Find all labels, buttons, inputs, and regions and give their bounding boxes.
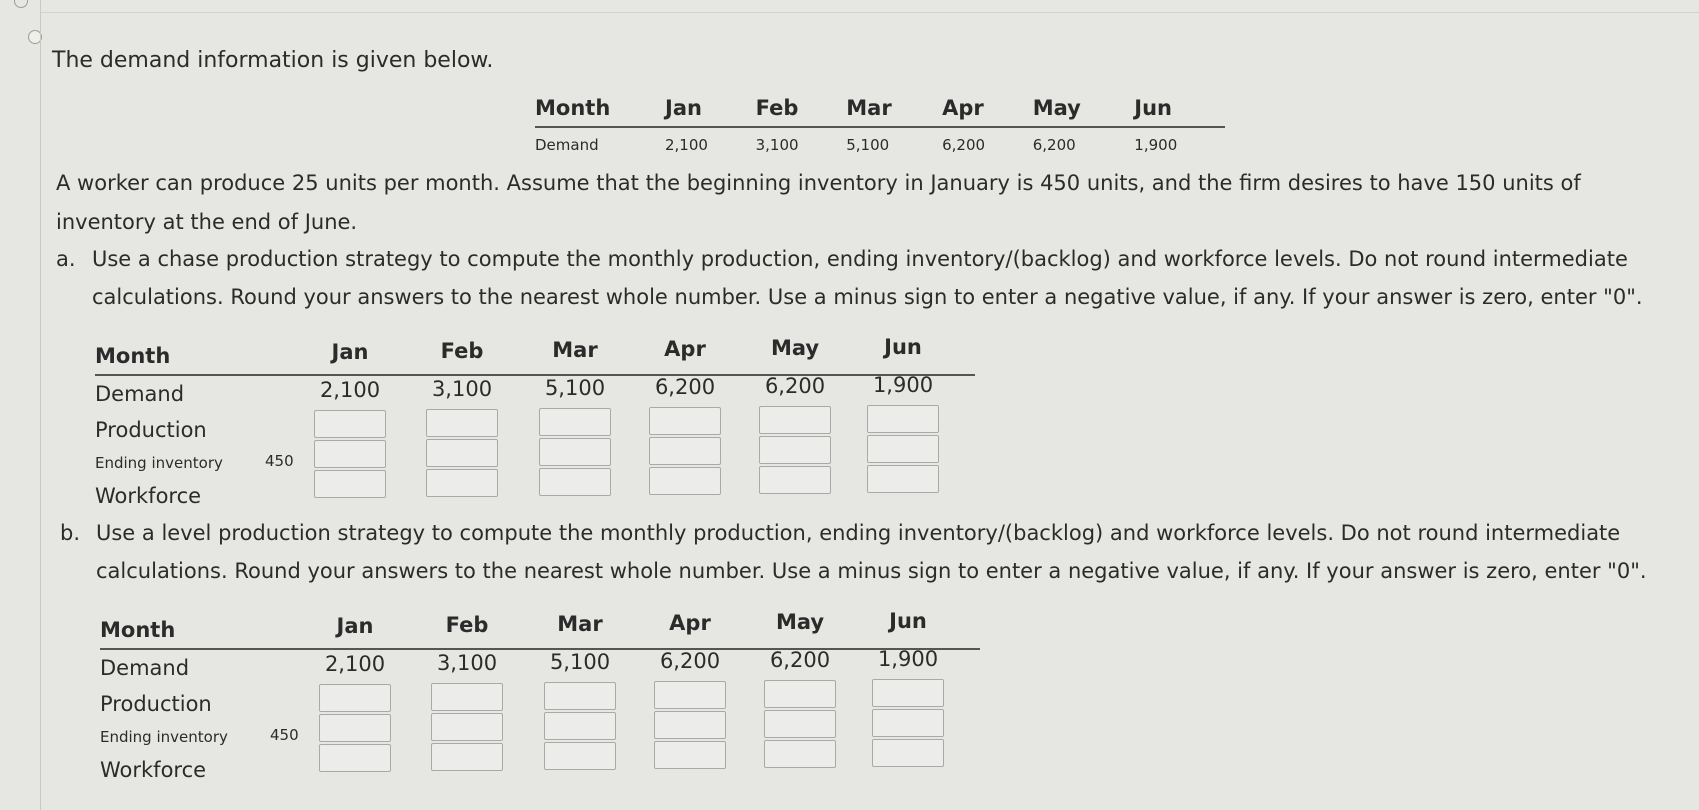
header-month: Month <box>535 96 665 127</box>
level-workforce-label: Workforce <box>100 758 207 782</box>
level-strategy-table <box>100 610 980 790</box>
chase-production-input-2[interactable] <box>539 408 611 436</box>
level-header-month-1: Feb <box>445 613 489 637</box>
level-ending-inventory-label: Ending inventory <box>100 728 228 746</box>
chase-ending-inventory-input-1[interactable] <box>426 439 498 467</box>
chase-demand-0: 2,100 <box>319 378 381 402</box>
level-header-month: Month <box>100 618 176 642</box>
chase-ending-inventory-input-2[interactable] <box>539 438 611 466</box>
chase-demand-5: 1,900 <box>872 373 934 397</box>
chase-workforce-input-4[interactable] <box>759 466 831 494</box>
chase-header-month-1: Feb <box>440 339 484 363</box>
level-demand-2: 5,100 <box>549 650 611 674</box>
level-workforce-input-0[interactable] <box>319 744 391 772</box>
chase-header-month-0: Jan <box>331 340 369 364</box>
level-production-input-2[interactable] <box>544 682 616 710</box>
header-feb: Feb <box>756 96 847 127</box>
level-header-month-5: Jun <box>889 609 927 633</box>
level-demand-4: 6,200 <box>769 648 831 672</box>
level-ending-inventory-input-1[interactable] <box>431 713 503 741</box>
chase-production-input-3[interactable] <box>649 407 721 435</box>
level-demand-0: 2,100 <box>324 652 386 676</box>
chase-production-input-4[interactable] <box>759 406 831 434</box>
chase-workforce-input-2[interactable] <box>539 468 611 496</box>
level-workforce-input-4[interactable] <box>764 740 836 768</box>
radio-button-top[interactable] <box>14 0 28 8</box>
row-label: Demand <box>535 136 599 154</box>
level-production-input-3[interactable] <box>654 681 726 709</box>
part-b-marker: b. <box>60 521 81 545</box>
header-jun: Jun <box>1134 96 1225 127</box>
chase-header-month-3: Apr <box>664 337 706 361</box>
level-workforce-input-1[interactable] <box>431 743 503 771</box>
chase-demand-1: 3,100 <box>431 377 493 401</box>
level-ending-inventory-input-2[interactable] <box>544 712 616 740</box>
chase-workforce-input-0[interactable] <box>314 470 386 498</box>
header-may: May <box>1033 96 1135 127</box>
level-production-input-5[interactable] <box>872 679 944 707</box>
chase-production-label: Production <box>95 418 207 442</box>
part-b-text: Use a level production strategy to compute the monthly production, ending inventory/(backlog) and workforce levels. Do not round intermediate calculations. Round your answers to the nearest whole number. Use a minus sign to enter a negative value, if any. If your answer is zero, enter "0". <box>96 521 1647 583</box>
chase-ending-inventory-input-4[interactable] <box>759 436 831 464</box>
chase-workforce-label: Workforce <box>95 484 202 508</box>
chase-production-input-0[interactable] <box>314 410 386 438</box>
part-a-marker: a. <box>56 247 76 271</box>
demand-jan: 2,100 <box>665 136 708 154</box>
problem-paragraph: A worker can produce 25 units per month. Assume that the beginning inventory in January is 450 units, and the firm desires to have 150 units of inventory at the end of June. <box>56 171 1581 234</box>
demand-table <box>535 96 1225 154</box>
level-demand-5: 1,900 <box>877 647 939 671</box>
chase-header-month: Month <box>95 344 171 368</box>
chase-ending-inventory-label: Ending inventory <box>95 454 223 472</box>
level-header-month-3: Apr <box>669 611 711 635</box>
level-workforce-input-3[interactable] <box>654 741 726 769</box>
level-ending-inventory-input-0[interactable] <box>319 714 391 742</box>
chase-strategy-table <box>95 336 975 506</box>
intro-text: The demand information is given below. <box>52 48 494 73</box>
demand-table-header-row <box>535 96 1225 127</box>
header-apr: Apr <box>942 96 1033 127</box>
level-production-label: Production <box>100 692 212 716</box>
chase-workforce-input-1[interactable] <box>426 469 498 497</box>
chase-beginning-inventory: 450 <box>265 452 294 470</box>
chase-ending-inventory-input-5[interactable] <box>867 435 939 463</box>
chase-header-month-4: May <box>770 336 820 360</box>
demand-jun: 1,900 <box>1134 136 1178 154</box>
part-a-text: Use a chase production strategy to compute the monthly production, ending inventory/(backlog) and workforce levels. Do not round intermediate calculations. Round your answers to the nearest whole number. Use a minus sign to enter a negative value, if any. If your answer is zero, enter "0". <box>92 247 1643 309</box>
demand-table-row <box>535 127 1225 154</box>
level-demand-label: Demand <box>100 656 190 680</box>
level-header-month-2: Mar <box>557 612 603 636</box>
chase-production-input-1[interactable] <box>426 409 498 437</box>
chase-workforce-input-3[interactable] <box>649 467 721 495</box>
level-beginning-inventory: 450 <box>270 726 299 744</box>
chase-ending-inventory-input-0[interactable] <box>314 440 386 468</box>
level-ending-inventory-input-4[interactable] <box>764 710 836 738</box>
divider-vertical <box>40 0 41 810</box>
chase-demand-label: Demand <box>95 382 185 406</box>
level-production-input-1[interactable] <box>431 683 503 711</box>
level-ending-inventory-input-5[interactable] <box>872 709 944 737</box>
level-demand-1: 3,100 <box>436 651 498 675</box>
demand-feb: 3,100 <box>755 136 799 154</box>
level-header-month-0: Jan <box>336 614 374 638</box>
chase-header-month-5: Jun <box>884 335 922 359</box>
chase-ending-inventory-input-3[interactable] <box>649 437 721 465</box>
header-jan: Jan <box>665 96 756 127</box>
chase-header-month-2: Mar <box>552 338 598 362</box>
level-production-input-0[interactable] <box>319 684 391 712</box>
chase-demand-3: 6,200 <box>654 375 716 399</box>
chase-demand-2: 5,100 <box>544 376 606 400</box>
level-ending-inventory-input-3[interactable] <box>654 711 726 739</box>
demand-may: 6,200 <box>1032 136 1076 154</box>
divider <box>40 12 1699 13</box>
chase-workforce-input-5[interactable] <box>867 465 939 493</box>
chase-demand-4: 6,200 <box>764 374 826 398</box>
level-header-month-4: May <box>775 610 825 634</box>
level-workforce-input-2[interactable] <box>544 742 616 770</box>
header-mar: Mar <box>846 96 942 127</box>
level-demand-3: 6,200 <box>659 649 721 673</box>
chase-production-input-5[interactable] <box>867 405 939 433</box>
demand-apr: 6,200 <box>942 136 986 154</box>
demand-mar: 5,100 <box>846 136 890 154</box>
level-production-input-4[interactable] <box>764 680 836 708</box>
level-workforce-input-5[interactable] <box>872 739 944 767</box>
